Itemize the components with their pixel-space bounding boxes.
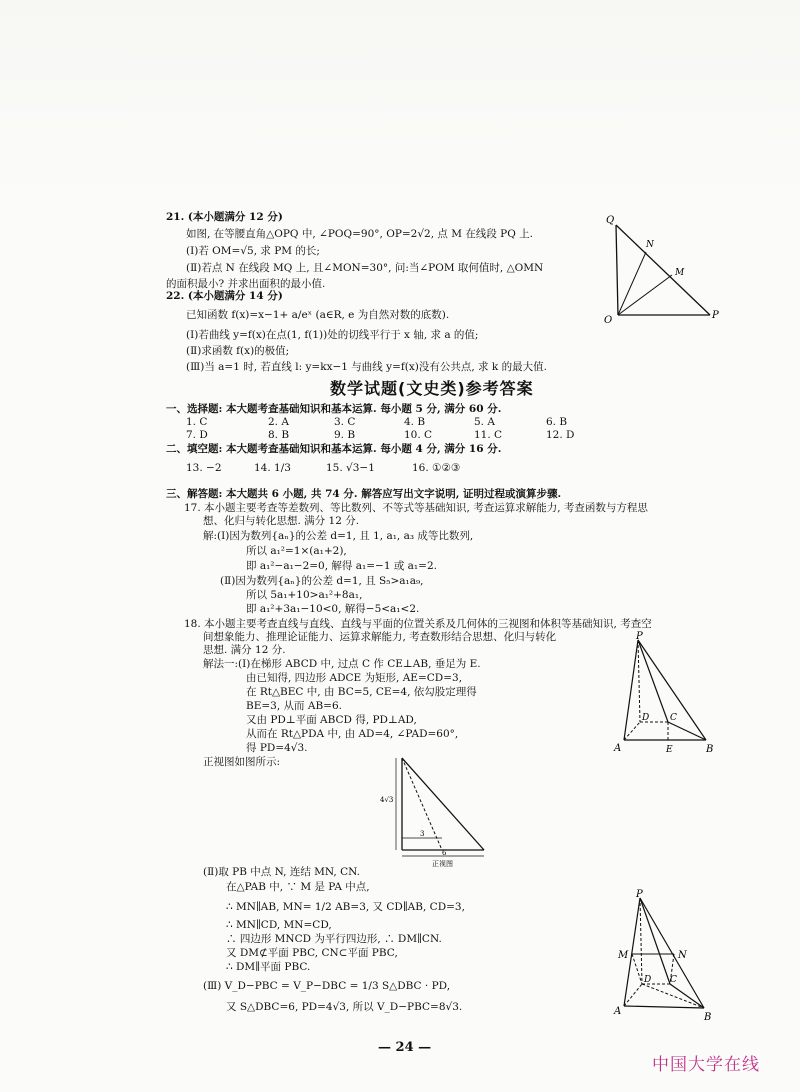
label-q: Q: [606, 215, 615, 226]
label-o: O: [604, 315, 613, 326]
a17-line5: 即 a₁²−a₁−2=0, 解得 a₁=−1 或 a₁=2.: [246, 560, 437, 572]
answer-9: 9. B: [334, 429, 356, 441]
a17-line7: 所以 5a₁+10>a₁²+8a₁,: [246, 589, 363, 601]
q21-triangle-figure: [598, 205, 728, 330]
front-view-width-3: 3: [420, 830, 425, 838]
q21-heading: 21. (本小题满分 12 分): [166, 211, 283, 223]
a18-step4: BE=3, 从而 AB=6.: [246, 700, 342, 712]
answer-14: 14. 1/3: [254, 462, 291, 474]
answer-4: 4. B: [404, 416, 426, 428]
a18-step2: 由已知得, 四边形 ADCE 为矩形, AE=CD=3,: [246, 672, 463, 684]
q22-line1: 已知函数 f(x)=x−1+ a/eˣ (a∈R, e 为自然对数的底数).: [186, 309, 450, 321]
a18-line1: 18. 本小题主要考查直线与直线、直线与平面的位置关系及几何体的三视图和体积等基础知识, 考查空: [184, 618, 652, 630]
fig2-label-d: D: [644, 975, 652, 985]
answers-title: 数学试题(文史类)参考答案: [330, 379, 534, 398]
q21-line3: (Ⅱ)若点 N 在线段 MQ 上, 且∠MON=30°, 问:当∠POM 取何值时, △OMN: [186, 262, 544, 274]
a18-part2-line5: ∴ 四边形 MNCD 为平行四边形, ∴ DM∥CN.: [226, 933, 442, 945]
a18-part2-line1: (Ⅱ)取 PB 中点 N, 连结 MN, CN.: [203, 866, 360, 878]
a18-part2-line4: ∴ MN∥CD, MN=CD,: [226, 919, 332, 931]
fig1-label-c: C: [670, 713, 677, 723]
a18-step5: 又由 PD⊥平面 ABCD 得, PD⊥AD,: [246, 714, 417, 726]
section1-heading: 一、选择题: 本大题考查基础知识和基本运算. 每小题 5 分, 满分 60 分.: [166, 403, 502, 415]
q21-line2: (Ⅰ)若 OM=√5, 求 PM 的长;: [186, 245, 320, 257]
q22-heading: 22. (本小题满分 14 分): [166, 290, 283, 302]
a17-line3: 解:(Ⅰ)因为数列{aₙ}的公差 d=1, 且 1, a₁, a₃ 成等比数列,: [203, 530, 474, 542]
label-n: N: [646, 240, 654, 250]
front-view-width-6: 6: [442, 849, 447, 857]
answer-6: 6. B: [546, 416, 568, 428]
fig1-label-a: A: [614, 743, 622, 754]
fig2-label-c: C: [670, 975, 677, 985]
q21-line1: 如图, 在等腰直角△OPQ 中, ∠POQ=90°, OP=2√2, 点 M 在线段 PQ 上.: [186, 228, 534, 240]
fig2-label-b: B: [704, 1012, 712, 1023]
mc-answers-row2: [186, 429, 606, 442]
blank-top-area: [0, 0, 800, 200]
watermark-text: 中国大学在线: [652, 1055, 760, 1075]
a17-line2: 想、化归与转化思想. 满分 12 分.: [203, 515, 360, 527]
fig1-label-b: B: [706, 744, 714, 755]
q21-line4: 的面积最小? 并求出面积的最小值.: [166, 278, 326, 290]
q22-line2: (Ⅰ)若曲线 y=f(x)在点(1, f(1))处的切线平行于 x 轴, 求 a 的值;: [186, 329, 479, 341]
fig2-label-p: P: [636, 889, 643, 900]
answer-11: 11. C: [474, 429, 503, 441]
answer-16: 16. ①②③: [412, 462, 461, 474]
a18-step1: 解法一:(Ⅰ)在梯形 ABCD 中, 过点 C 作 CE⊥AB, 垂足为 E.: [203, 658, 481, 670]
a18-part3-line1: (Ⅲ) V_D−PBC = V_P−DBC = 1/3 S△DBC · PD,: [203, 980, 451, 992]
label-m: M: [675, 268, 685, 278]
answer-10: 10. C: [404, 429, 433, 441]
a18-step6: 从而在 Rt△PDA 中, 由 AD=4, ∠PAD=60°,: [246, 728, 459, 740]
page-number: — 24 —: [378, 1040, 432, 1055]
answer-7: 7. D: [186, 429, 208, 441]
answer-1: 1. C: [186, 416, 208, 428]
answer-8: 8. B: [268, 429, 290, 441]
front-view-height: 4√3: [380, 796, 394, 804]
a18-part3-line2: 又 S△DBC=6, PD=4√3, 所以 V_D−PBC=8√3.: [226, 1001, 463, 1013]
q22-line4: (Ⅲ)当 a=1 时, 若直线 l: y=kx−1 与曲线 y=f(x)没有公共点, 求 k 的最大值.: [186, 361, 547, 373]
fig1-label-d: D: [642, 713, 650, 723]
answer-15: 15. √3−1: [326, 462, 375, 474]
pyramid-figure-1: [610, 630, 720, 760]
a18-step7: 得 PD=4√3.: [246, 742, 308, 754]
fig1-label-p: P: [636, 631, 643, 642]
a18-line3: 思想. 满分 12 分.: [203, 644, 286, 656]
a18-part2-line2: 在△PAB 中, ∵ M 是 PA 中点,: [226, 881, 370, 893]
fig2-label-a: A: [614, 1006, 622, 1017]
fig2-label-m: M: [618, 950, 629, 961]
answer-2: 2. A: [268, 416, 289, 428]
front-view-caption: 正视图: [432, 860, 453, 868]
fig1-label-e: E: [666, 745, 673, 755]
answer-5: 5. A: [474, 416, 495, 428]
fill-answers-row: [186, 462, 486, 475]
answer-12: 12. D: [546, 429, 575, 441]
section2-heading: 二、填空题: 本大题考查基础知识和基本运算. 每小题 4 分, 满分 16 分.: [166, 443, 502, 455]
section3-heading: 三、解答题: 本大题共 6 小题, 共 74 分. 解答应写出文字说明, 证明过程或演算步骤.: [166, 488, 562, 500]
a17-line6: (Ⅱ)因为数列{aₙ}的公差 d=1, 且 S₅>a₁a₉,: [220, 575, 424, 587]
a17-line8: 即 a₁²+3a₁−10<0, 解得−5<a₁<2.: [246, 603, 420, 615]
mc-answers-row1: [186, 416, 606, 429]
label-p: P: [712, 310, 719, 321]
a18-part2-line6: 又 DM⊄平面 PBC, CN⊂平面 PBC,: [226, 947, 398, 959]
a18-part2-line7: ∴ DM∥平面 PBC.: [226, 961, 311, 973]
front-view-figure: [380, 752, 500, 872]
fig2-label-n: N: [678, 950, 687, 961]
a17-line1: 17. 本小题主要考查等差数列、等比数列、不等式等基础知识, 考查运算求解能力, 考查函数与方程思: [184, 502, 648, 514]
pyramid-figure-2: [612, 888, 720, 1028]
a18-step8: 正视图如图所示:: [203, 756, 281, 768]
a17-line4: 所以 a₁²=1×(a₁+2),: [246, 545, 347, 557]
a18-step3: 在 Rt△BEC 中, 由 BC=5, CE=4, 依勾股定理得: [246, 686, 477, 698]
answer-3: 3. C: [334, 416, 356, 428]
a18-line2: 间想象能力、推理论证能力、运算求解能力, 考查数形结合思想、化归与转化: [203, 631, 557, 643]
a18-part2-line3: ∴ MN∥AB, MN= 1/2 AB=3, 又 CD∥AB, CD=3,: [226, 901, 465, 913]
answer-13: 13. −2: [186, 462, 222, 474]
q22-line3: (Ⅱ)求函数 f(x)的极值;: [186, 345, 290, 357]
